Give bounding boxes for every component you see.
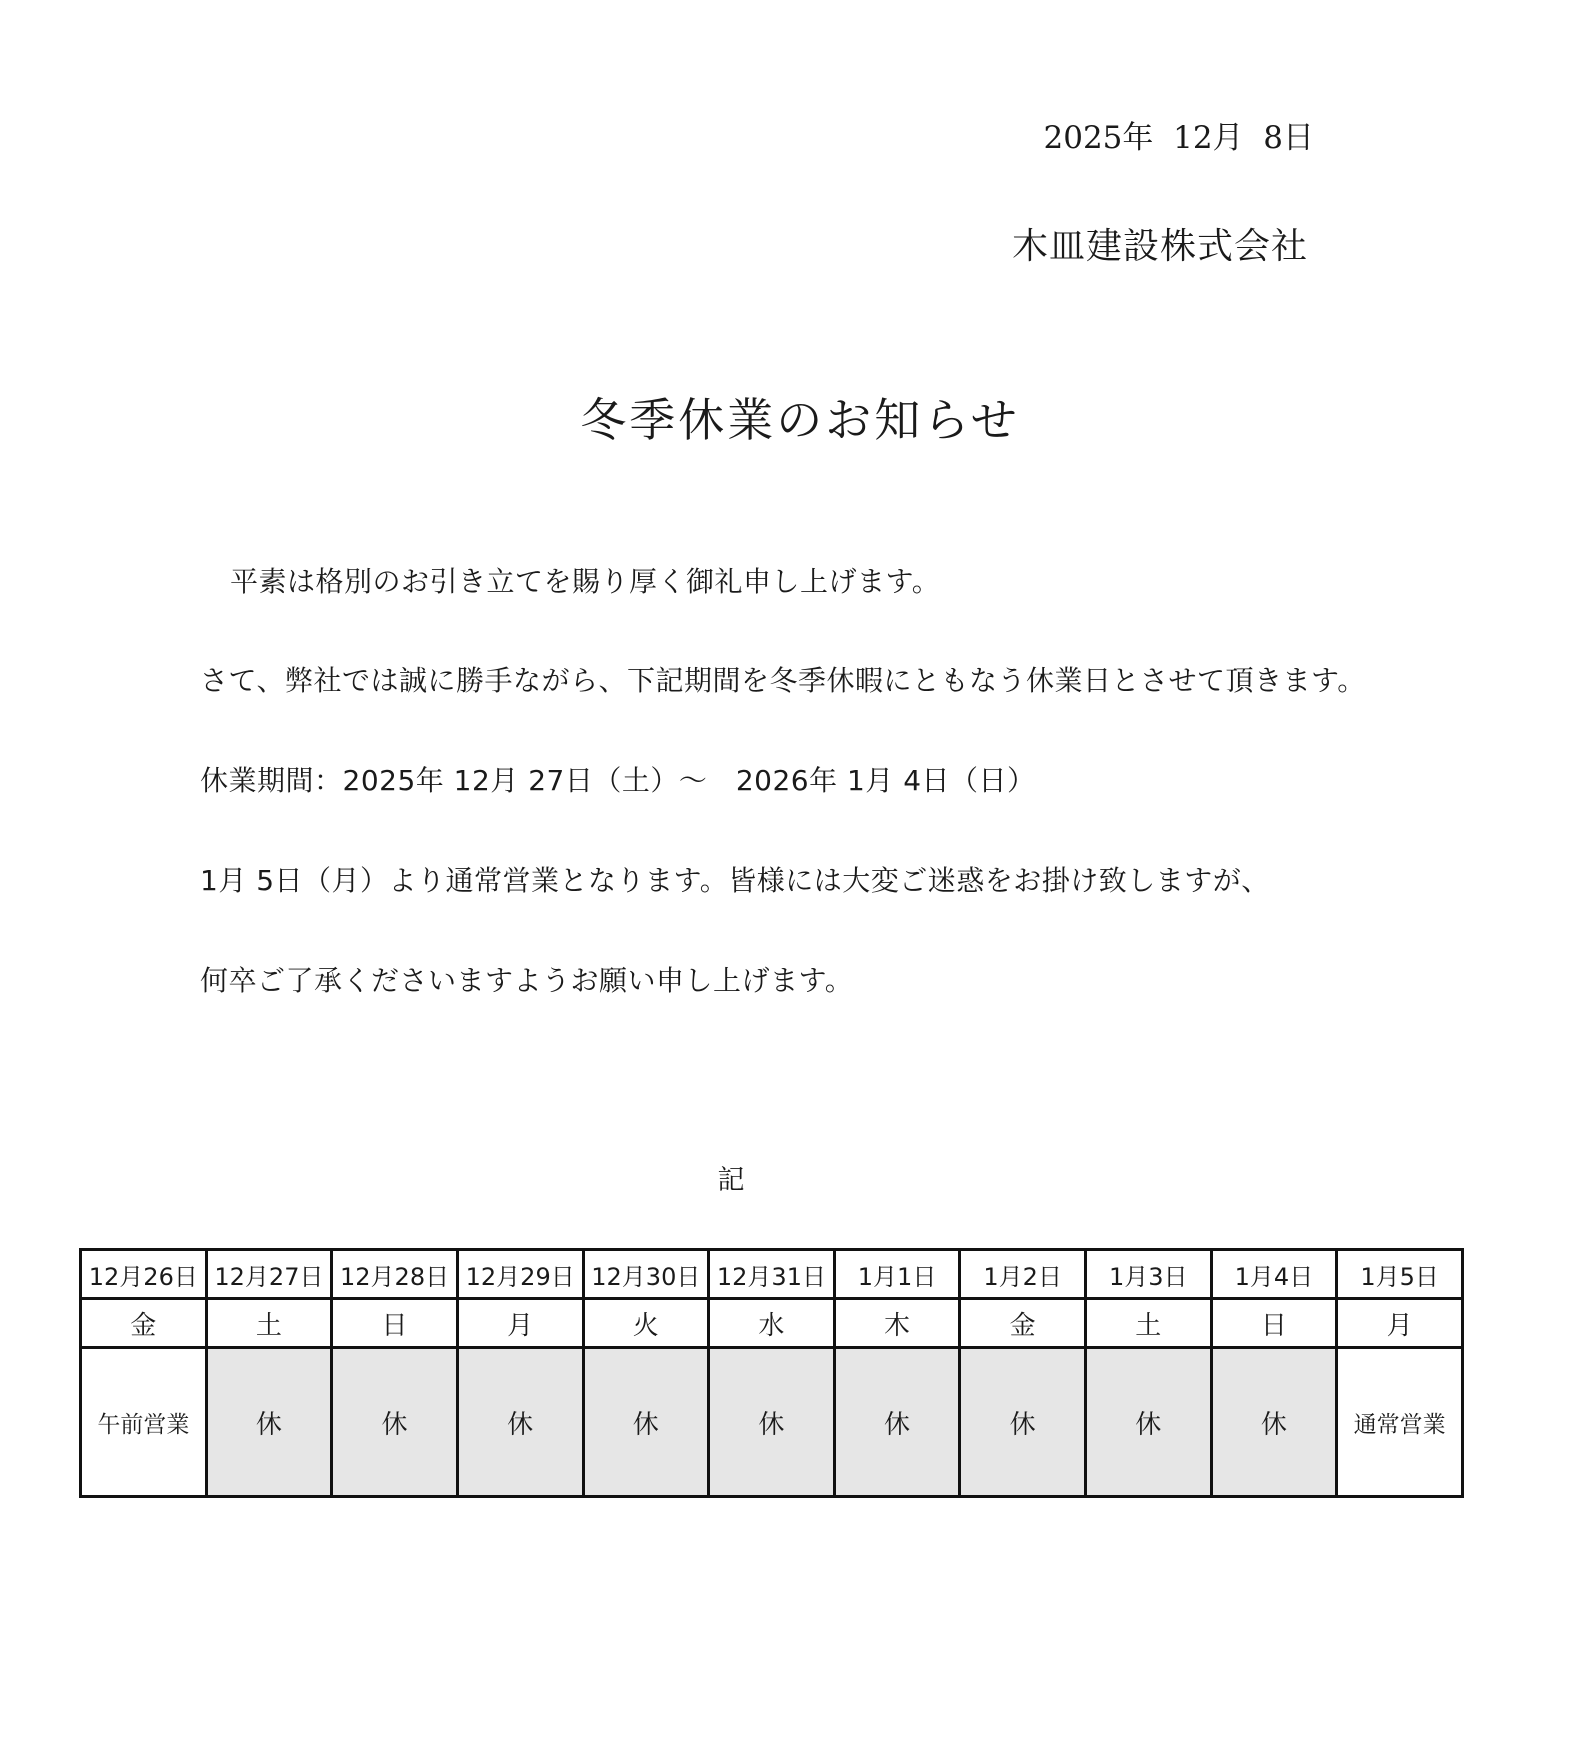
status-cell-open-morning: 午前営業 bbox=[81, 1348, 207, 1497]
weekday-cell: 月 bbox=[457, 1299, 583, 1348]
schedule-table bbox=[79, 1248, 1464, 1498]
date-cell: 12月27日 bbox=[206, 1250, 332, 1299]
weekday-cell: 木 bbox=[834, 1299, 960, 1348]
date-cell: 12月28日 bbox=[332, 1250, 458, 1299]
status-cell-closed: 休 bbox=[1211, 1348, 1337, 1497]
weekday-cell: 土 bbox=[206, 1299, 332, 1348]
weekday-cell: 土 bbox=[1086, 1299, 1212, 1348]
body-line-resume: 1月 5日（月）より通常営業となります。皆様には大変ご迷惑をお掛け致しますが、 bbox=[200, 864, 1270, 897]
status-cell-closed: 休 bbox=[332, 1348, 458, 1497]
weekday-cell: 水 bbox=[709, 1299, 835, 1348]
schedule-status-row bbox=[81, 1348, 1463, 1497]
weekday-cell: 火 bbox=[583, 1299, 709, 1348]
schedule-date-row bbox=[81, 1250, 1463, 1299]
date-cell: 1月2日 bbox=[960, 1250, 1086, 1299]
issue-date: 2025年 12月 8日 bbox=[1043, 120, 1314, 156]
status-cell-regular: 通常営業 bbox=[1337, 1348, 1463, 1497]
notice-title: 冬季休業のお知らせ bbox=[580, 393, 1020, 447]
date-cell: 1月1日 bbox=[834, 1250, 960, 1299]
date-cell: 12月30日 bbox=[583, 1250, 709, 1299]
body-line-announcement: さて、弊社では誠に勝手ながら、下記期間を冬季休暇にともなう休業日とさせて頂きます。 bbox=[200, 664, 1366, 697]
status-cell-closed: 休 bbox=[709, 1348, 835, 1497]
date-cell: 12月31日 bbox=[709, 1250, 835, 1299]
weekday-cell: 月 bbox=[1337, 1299, 1463, 1348]
status-cell-closed: 休 bbox=[1086, 1348, 1212, 1497]
body-line-closing: 何卒ご了承くださいますようお願い申し上げます。 bbox=[200, 964, 854, 997]
body-line-period: 休業期間：2025年 12月 27日（土）～ 2026年 1月 4日（日） bbox=[200, 764, 1036, 797]
weekday-cell: 金 bbox=[81, 1299, 207, 1348]
status-cell-closed: 休 bbox=[206, 1348, 332, 1497]
status-cell-closed: 休 bbox=[834, 1348, 960, 1497]
date-cell: 1月5日 bbox=[1337, 1250, 1463, 1299]
schedule-weekday-row bbox=[81, 1299, 1463, 1348]
body-line-greeting: 平素は格別のお引き立てを賜り厚く御礼申し上げます。 bbox=[230, 565, 941, 598]
weekday-cell: 日 bbox=[332, 1299, 458, 1348]
status-cell-closed: 休 bbox=[457, 1348, 583, 1497]
status-cell-closed: 休 bbox=[583, 1348, 709, 1497]
date-cell: 1月4日 bbox=[1211, 1250, 1337, 1299]
weekday-cell: 日 bbox=[1211, 1299, 1337, 1348]
date-cell: 12月29日 bbox=[457, 1250, 583, 1299]
date-cell: 1月3日 bbox=[1086, 1250, 1212, 1299]
status-cell-closed: 休 bbox=[960, 1348, 1086, 1497]
ki-heading: 記 bbox=[717, 1165, 745, 1196]
company-name: 木皿建設株式会社 bbox=[1011, 226, 1308, 267]
date-cell: 12月26日 bbox=[81, 1250, 207, 1299]
weekday-cell: 金 bbox=[960, 1299, 1086, 1348]
